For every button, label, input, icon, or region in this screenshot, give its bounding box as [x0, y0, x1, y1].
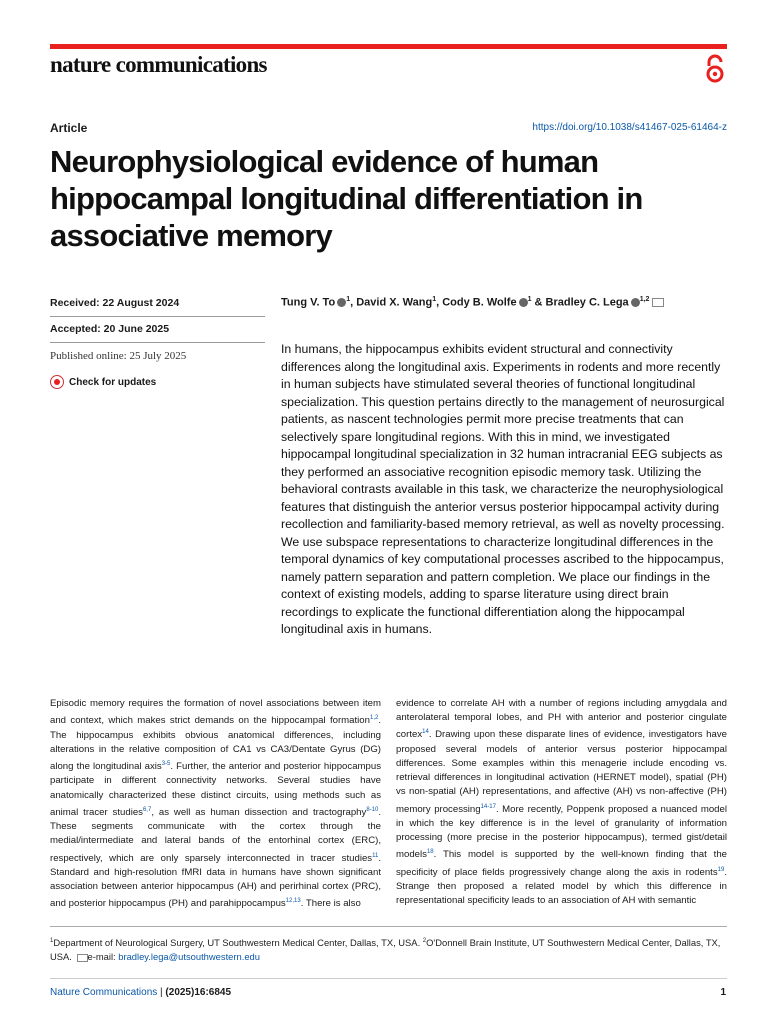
open-access-icon [704, 54, 726, 84]
footer-volume: (2025)16:6845 [165, 987, 232, 998]
citation-ref[interactable]: 12,13 [285, 898, 301, 905]
body-text: evidence to correlate AH with a number of regions including amygdala and anterolateral temporal lobes, and PH with anterior and posterior cingulate cortex [396, 698, 727, 741]
divider [50, 342, 265, 343]
affiliations-footnote [50, 934, 727, 964]
citation-ref[interactable]: 14-17 [480, 803, 496, 810]
orcid-icon[interactable] [337, 298, 346, 307]
citation-ref[interactable]: 1,2 [369, 715, 379, 722]
affiliation-ref: 1 [346, 296, 351, 303]
author-name[interactable]: & Bradley C. Lega [531, 296, 629, 309]
affiliation-text: O'Donnell Brain Institute, UT Southwestern Medical Center, Dallas, TX, USA. [50, 937, 721, 963]
journal-name: nature communications [50, 52, 267, 77]
citation-ref[interactable]: 8-10 [366, 806, 379, 813]
citation-ref[interactable]: 6,7 [142, 806, 152, 813]
doi-link[interactable]: https://doi.org/10.1038/s41467-025-61464-z [532, 122, 727, 133]
citation-ref[interactable]: 11 [372, 852, 379, 859]
body-text: . More recently, Poppenk proposed a nuanced model in which the key difference is in the level of granularity of information processing (more precise in the posterior hippocampus), termed gist/detail models [396, 803, 727, 861]
article-type: Article [50, 121, 88, 135]
article-title: Neurophysiological evidence of human hippocampal longitudinal differentiation in associative memory [50, 144, 643, 253]
orcid-icon[interactable] [631, 298, 640, 307]
body-text: . Further, the anterior and posterior hippocampus participate in different connectivity networks. Several studies have anatomically characterized these distinct circuits, using methods such as animal tracer studies [50, 761, 381, 818]
body-column-right [396, 697, 727, 909]
abstract: In humans, the hippocampus exhibits evident structural and connectivity differences along the longitudinal axis. Experiments in rodents and more recently in human subjects have stimulated several theories of functional longitudinal specialization. This question pertains directly to the management of neurosurgical patients, as nascent technologies permit more precise treatments that can selectively spare longitudinal regions. With this in mind, we investigated hippocampal longitudinal specialization in 32 human intracranial EEG subjects as they performed an associative recognition episodic memory task. Utilizing the behavioral contrasts available in this task, we characterize the neurophysiological features that distinguish the anterior versus posterior hippocampal activity during recollection and familiarity-based memory retrieval, as well as novelty processing. We use subspace representations to characterize longitudinal differences in the temporal dynamics of key computational processes ascribed to the hippocampus, namely pattern separation and pattern completion. We place our findings in the context of existing models, adding to sparse literature using direct brain recordings to explicate the functional differentiation along the hippocampal longitudinal axis in humans. [281, 342, 725, 636]
email-link[interactable]: bradley.lega@utsouthwestern.edu [118, 951, 260, 963]
citation-ref[interactable]: 19 [717, 866, 725, 873]
citation-ref[interactable]: 3-5 [161, 761, 171, 767]
orcid-icon[interactable] [519, 298, 528, 307]
body-text: , as well as human dissection and tractography [151, 806, 367, 818]
body-text: . Drawing upon these disparate lines of evidence, investigators have proposed several models of anterior versus posterior hippocampal differences. Some examples within this menagerie include encoding vs. retrieval differences in longitudinal activation (HERNET model), spatial (PH) vs non-spatial (AH) representations, and affective (AH) vs non-affective (PH) memory processing [396, 729, 727, 815]
author-name[interactable]: , Cody B. Wolfe [436, 296, 517, 309]
affiliation-ref: 1 [527, 296, 532, 303]
check-updates-label: Check for updates [69, 376, 157, 388]
email-label: e-mail: [87, 951, 116, 963]
footer-divider [50, 978, 727, 979]
check-updates-button[interactable] [50, 375, 265, 389]
published-date: Published online: 25 July 2025 [50, 350, 187, 362]
author-list [281, 296, 664, 309]
body-text: . This model is supported by the well-known finding that the specificity of place fields progressively change along the axis in rodents [396, 849, 727, 878]
divider [50, 316, 265, 317]
email-icon [77, 954, 88, 962]
affiliation-text: Department of Neurological Surgery, UT Southwestern Medical Center, Dallas, TX, USA. [53, 937, 421, 949]
received-date: Received: 22 August 2024 [50, 297, 180, 309]
check-updates-icon [50, 375, 64, 389]
body-column-left [50, 697, 381, 912]
page-number: 1 [720, 987, 726, 998]
citation-ref[interactable]: 14 [422, 729, 429, 736]
affiliation-ref: 1 [432, 296, 437, 303]
body-text: . Strange then proposed a related model by which this difference in representational specificity leads to an association of AH with semantic [396, 866, 727, 907]
body-text: . These segments communicate with the cortex through the medial/intermediate and lateral bands of the entorhinal cortex (ERC), respectively, which are only sparsely interconnected in tracer studies [50, 806, 382, 864]
body-text: . Standard and high-resolution fMRI data in humans have shown significant association between anterior hippocampus (AH) and perirhinal cortex (PRC), and posterior hippocampus (PH) and parahippocampus [50, 852, 381, 910]
footer-journal[interactable]: Nature Communications [50, 987, 158, 998]
affiliation-number: 2 [422, 938, 427, 944]
accepted-date: Accepted: 20 June 2025 [50, 323, 170, 335]
body-text: Episodic memory requires the formation of novel associations between item and context, which makes strict demands on the hippocampal formation [50, 698, 381, 727]
footnote-divider [50, 926, 727, 927]
body-text: . The hippocampus exhibits obvious anatomical differences, including alterations in the relative composition of CA1 vs CA3/Dentate Gyrus (DG) along the longitudinal axis [50, 715, 381, 773]
affiliation-number: 1 [50, 938, 54, 944]
affiliation-ref: 1,2 [639, 296, 650, 303]
body-text: . There is also [300, 898, 361, 910]
footer-citation [50, 987, 231, 998]
author-name[interactable]: Tung V. To [281, 296, 336, 309]
author-name[interactable]: , David X. Wang [350, 296, 433, 309]
citation-ref[interactable]: 18 [426, 849, 434, 856]
email-icon[interactable] [652, 298, 664, 307]
footer-separator: | [157, 987, 166, 998]
journal-accent-bar [50, 44, 727, 49]
